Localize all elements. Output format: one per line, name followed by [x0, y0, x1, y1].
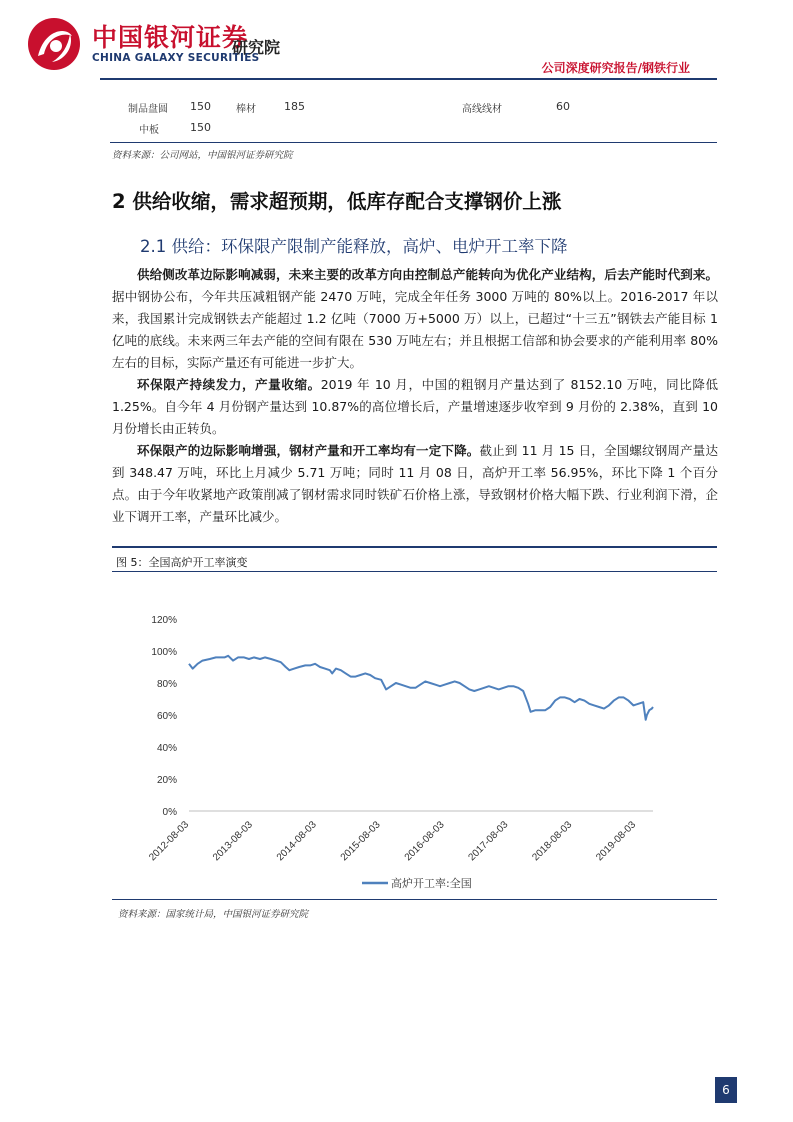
table-cell-value: 60	[556, 100, 570, 113]
table-cell-value: 150	[190, 121, 211, 134]
paragraph-lead: 供给侧改革边际影响减弱，未来主要的改革方向由控制总产能转向为优化产业结构，后去产能时代到来。	[137, 267, 718, 282]
research-dept: 研究院	[232, 38, 281, 57]
table-cell-value: 150	[190, 100, 211, 113]
figure-title-rule	[112, 571, 717, 572]
y-tick-label: 60%	[156, 711, 177, 722]
y-tick-label: 120%	[151, 615, 177, 626]
page-number: 6	[715, 1077, 737, 1103]
paragraph	[112, 374, 718, 440]
series-line	[189, 656, 653, 720]
table-cell-label: 中板	[139, 125, 159, 136]
brand-name-en: CHINA GALAXY SECURITIES	[92, 52, 260, 64]
figure-title: 图 5：全国高炉开工率演变	[116, 556, 248, 569]
table-cell-label: 高线线材	[462, 104, 502, 115]
x-tick-label: 2015-08-03	[338, 819, 383, 864]
x-tick-label: 2016-08-03	[402, 819, 447, 864]
table-divider	[110, 142, 717, 143]
y-tick-label: 20%	[156, 775, 177, 786]
paragraph	[112, 264, 718, 374]
x-tick-label: 2014-08-03	[274, 819, 319, 864]
section-heading: 2 供给收缩，需求超预期，低库存配合支撑钢价上涨	[112, 190, 562, 213]
report-type: 公司深度研究报告/钢铁行业	[541, 61, 690, 75]
paragraph-lead: 环保限产持续发力，产量收缩。	[137, 377, 321, 392]
paragraph	[112, 440, 718, 528]
table-source-note: 资料来源：公司网站，中国银河证券研究院	[112, 150, 293, 161]
y-tick-label: 100%	[151, 647, 177, 658]
x-tick-label: 2018-08-03	[530, 819, 575, 864]
y-tick-label: 40%	[156, 743, 177, 754]
figure-bottom-rule	[112, 899, 717, 900]
x-tick-label: 2012-08-03	[147, 819, 192, 864]
body-text	[112, 264, 718, 528]
table-cell-value: 185	[284, 100, 305, 113]
x-tick-label: 2017-08-03	[466, 819, 511, 864]
company-logo	[26, 16, 82, 72]
paragraph-text: 2019 年 10 月，中国的粗钢月产量达到了 8152.10 万吨，同比降低 1.25%。自今年 4 月份钢产量达到 10.87%的高位增长后，产量增速逐步收窄到 9 月份的 2.38%，直到 10 月份增长由正转负。	[112, 377, 718, 436]
figure-source-note: 资料来源：国家统计局，中国银河证券研究院	[118, 909, 309, 920]
y-tick-label: 0%	[162, 807, 177, 818]
brand-name-cn: 中国银河证券	[92, 23, 249, 52]
paragraph-text: 据中钢协公布，今年共压减粗钢产能 2470 万吨，完成全年任务 3000 万吨的 80%以上。2016-2017 年以来，我国累计完成钢铁去产能超过 1.2 亿吨（7000 万+5000 万）以上，已超过“十三五”钢铁去产能目标 1 亿吨的底线。未来两三年去产能的空间有限在 530 万吨左右；并且根据工信部和协会要求的产能利用率 80%左右的目标，实际产量还有可能进一步扩大。	[112, 289, 718, 370]
subsection-heading: 2.1 供给：环保限产限制产能释放，高炉、电炉开工率下降	[140, 237, 568, 256]
paragraph-text: 截止到 11 月 15 日，全国螺纹钢周产量达到 348.47 万吨，环比上月减少 5.71 万吨；同时 11 月 08 日，高炉开工率 56.95%，环比下降 1 个百分点。由于今年收紧地产政策削减了钢材需求同时铁矿石价格上涨，导致钢材价格大幅下跌、行业利润下滑，企业下调开工率，产量环比减少。	[112, 443, 718, 524]
y-tick-label: 80%	[156, 679, 177, 690]
table-cell-label: 棒材	[236, 104, 256, 115]
x-tick-label: 2019-08-03	[594, 819, 639, 864]
x-tick-label: 2013-08-03	[211, 819, 255, 864]
blast-furnace-utilization-chart	[112, 574, 717, 896]
legend-label: 高炉开工率:全国	[391, 877, 472, 890]
figure-top-rule	[112, 546, 717, 548]
paragraph-lead: 环保限产的边际影响增强，钢材产量和开工率均有一定下降。	[137, 443, 480, 458]
table-cell-label: 制品盘圆	[128, 104, 168, 115]
header-divider	[100, 78, 717, 80]
